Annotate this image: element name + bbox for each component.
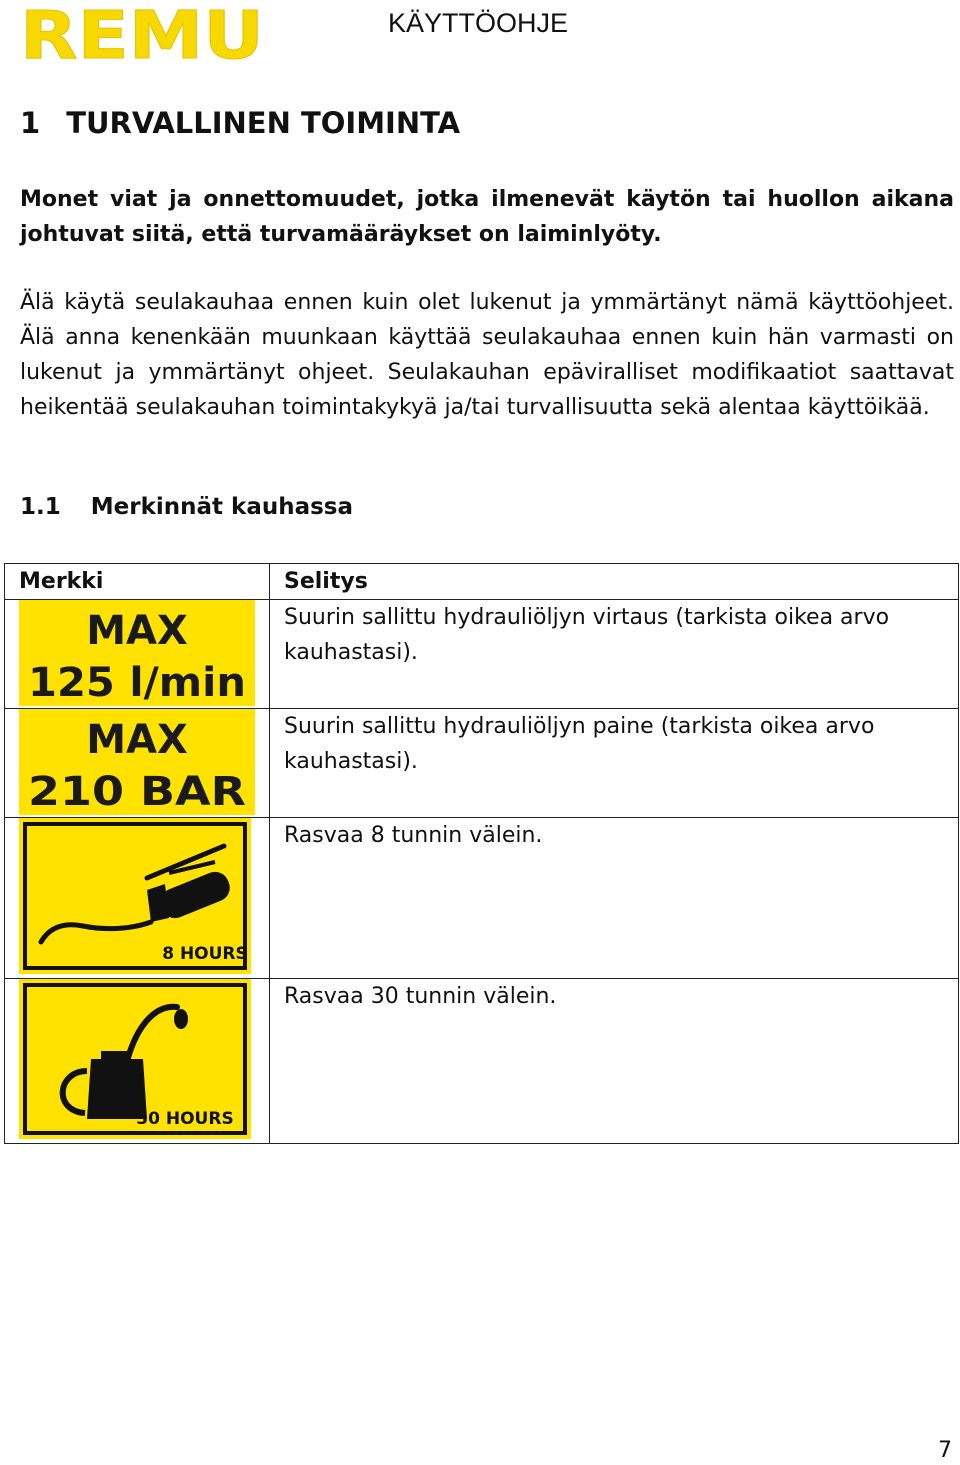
page-number: 7 <box>938 1438 952 1463</box>
sign-text: 210 BAR <box>28 769 246 815</box>
section-heading <box>20 106 460 140</box>
description-cell: Rasvaa 8 tunnin välein. <box>270 818 959 979</box>
table-row <box>5 709 959 818</box>
logo-text: REMU <box>20 2 264 64</box>
remu-logo <box>18 2 268 64</box>
sign-text: 8 HOURS <box>162 944 248 964</box>
body-paragraph: Älä käytä seulakauhaa ennen kuin olet lukenut ja ymmärtänyt nämä käyttöohjeet. Älä anna kenenkään muunkaan käyttää seulakauhaa ennen kuin hän varmasti on lukenut ja ymmärtänyt ohjeet. Seulakauhan epäviralliset modifikaatiot saattavat heikentää seulakauhan toimintakykyä ja/tai turvallisuutta sekä alentaa käyttöikää. <box>20 290 954 420</box>
intro-paragraph: Monet viat ja onnettomuudet, jotka ilmenevät käytön tai huollon aikana johtuvat siitä, että turvamääräykset on laiminlyöty. <box>20 187 954 247</box>
sign-text: 30 HOURS <box>136 1109 234 1129</box>
sign-cell <box>5 709 270 818</box>
description-cell: Suurin sallittu hydrauliöljyn paine (tarkista oikea arvo kauhastasi). <box>270 709 959 818</box>
subsection-heading <box>20 494 353 520</box>
document-type-label: KÄYTTÖOHJE <box>388 8 569 38</box>
subsection-number: 1.1 <box>20 494 61 520</box>
table-row <box>5 818 959 979</box>
description-cell: Suurin sallittu hydrauliöljyn virtaus (tarkista oikea arvo kauhastasi). <box>270 600 959 709</box>
sign-cell <box>5 600 270 709</box>
sign-cell <box>5 979 270 1144</box>
sign-text: 125 l/min <box>28 660 246 706</box>
table-header-cell: Selitys <box>270 564 959 600</box>
markings-table <box>4 563 959 1144</box>
table-header-row <box>5 564 959 600</box>
table-row <box>5 600 959 709</box>
max-pressure-sign <box>19 709 255 815</box>
max-flow-sign <box>19 600 255 706</box>
sign-cell <box>5 818 270 979</box>
table-header-cell: Merkki <box>5 564 270 600</box>
sign-text: MAX <box>86 717 188 763</box>
table-row <box>5 979 959 1144</box>
section-number: 1 <box>20 106 41 140</box>
subsection-title: Merkinnät kauhassa <box>90 494 354 520</box>
description-cell: Rasvaa 30 tunnin välein. <box>270 979 959 1144</box>
grease-8-hours-sign <box>19 818 251 974</box>
oil-30-hours-sign <box>19 979 251 1139</box>
section-title: TURVALLINEN TOIMINTA <box>66 106 461 140</box>
sign-text: MAX <box>86 608 188 654</box>
